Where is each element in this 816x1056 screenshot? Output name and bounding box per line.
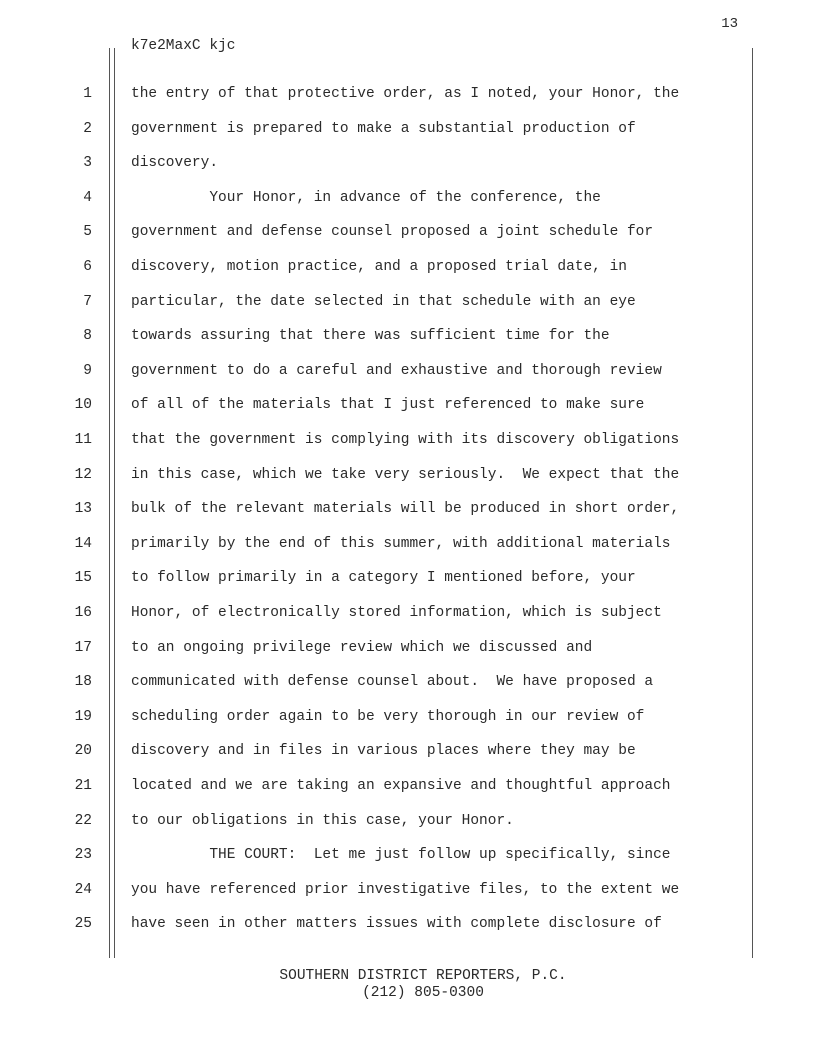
line-text: Your Honor, in advance of the conference, the xyxy=(131,189,601,206)
line-number: 1 xyxy=(83,86,92,102)
line-number: 23 xyxy=(74,847,92,864)
transcript-line xyxy=(0,459,816,494)
line-number: 6 xyxy=(83,259,92,275)
line-number: 22 xyxy=(74,812,92,829)
transcript-line xyxy=(0,113,816,148)
line-number: 15 xyxy=(74,570,92,587)
line-text: communicated with defense counsel about. We have proposed a xyxy=(131,674,654,691)
transcript-line xyxy=(0,597,816,632)
line-number: 11 xyxy=(74,432,92,448)
line-number: 14 xyxy=(74,535,92,552)
line-text: THE COURT: Let me just follow up specifically, since xyxy=(131,847,671,864)
footer-company: SOUTHERN DISTRICT REPORTERS, P.C. xyxy=(279,968,567,984)
line-number: 16 xyxy=(74,605,92,621)
line-text: discovery, motion practice, and a proposed trial date, in xyxy=(131,259,627,275)
line-number: 25 xyxy=(74,916,92,933)
line-text: that the government is complying with its discovery obligations xyxy=(131,432,680,448)
transcript-line xyxy=(0,528,816,563)
line-text: Honor, of electronically stored information, which is subject xyxy=(131,605,662,621)
transcript-line xyxy=(0,839,816,874)
transcript-line xyxy=(0,320,816,355)
line-number: 8 xyxy=(83,328,92,345)
line-text: to our obligations in this case, your Honor. xyxy=(131,812,514,829)
line-number: 12 xyxy=(74,466,92,483)
transcript-line xyxy=(0,182,816,217)
line-text: government is prepared to make a substantial production of xyxy=(131,120,636,137)
line-text: you have referenced prior investigative files, to the extent we xyxy=(131,881,680,898)
transcript-line xyxy=(0,424,816,459)
line-text: in this case, which we take very seriously. We expect that the xyxy=(131,466,680,483)
transcript-line xyxy=(0,251,816,286)
line-text: to an ongoing privilege review which we discussed and xyxy=(131,639,593,656)
transcript-line xyxy=(0,666,816,701)
line-text: towards assuring that there was sufficient time for the xyxy=(131,328,610,345)
line-number: 4 xyxy=(83,189,92,206)
transcript-line xyxy=(0,805,816,840)
transcript-line xyxy=(0,632,816,667)
line-number: 18 xyxy=(74,674,92,691)
transcript-line xyxy=(0,701,816,736)
line-text: primarily by the end of this summer, with additional materials xyxy=(131,535,671,552)
transcript-line xyxy=(0,216,816,251)
line-number: 17 xyxy=(74,639,92,656)
transcript-line xyxy=(0,389,816,424)
transcript-line xyxy=(0,147,816,182)
line-text: the entry of that protective order, as I noted, your Honor, the xyxy=(131,86,680,102)
line-text: government and defense counsel proposed a joint schedule for xyxy=(131,224,654,241)
page-number: 13 xyxy=(721,16,738,32)
line-number: 5 xyxy=(83,224,92,241)
transcript-line xyxy=(0,874,816,909)
line-number: 19 xyxy=(74,708,92,725)
line-text: scheduling order again to be very thorough in our review of xyxy=(131,708,645,725)
line-number: 2 xyxy=(83,120,92,137)
line-number: 24 xyxy=(74,881,92,898)
line-text: bulk of the relevant materials will be produced in short order, xyxy=(131,501,680,518)
line-text: to follow primarily in a category I mentioned before, your xyxy=(131,570,636,587)
transcript-line xyxy=(0,78,816,113)
transcript-header: k7e2MaxC kjc xyxy=(131,38,236,54)
line-number: 7 xyxy=(83,293,92,310)
transcript-line xyxy=(0,908,816,943)
transcript-line xyxy=(0,493,816,528)
transcript-line xyxy=(0,562,816,597)
line-number: 10 xyxy=(74,397,92,414)
line-number: 3 xyxy=(83,155,92,172)
line-text: have seen in other matters issues with complete disclosure of xyxy=(131,916,662,933)
line-number: 9 xyxy=(83,362,92,379)
footer xyxy=(0,968,816,1002)
line-text: of all of the materials that I just referenced to make sure xyxy=(131,397,645,414)
line-text: particular, the date selected in that schedule with an eye xyxy=(131,293,636,310)
line-number: 20 xyxy=(74,743,92,760)
transcript-line xyxy=(0,355,816,390)
line-text: discovery. xyxy=(131,155,219,172)
line-text: discovery and in files in various places where they may be xyxy=(131,743,636,760)
line-number: 21 xyxy=(74,778,92,794)
line-text: located and we are taking an expansive and thoughtful approach xyxy=(131,778,671,794)
transcript-line xyxy=(0,286,816,321)
transcript-line xyxy=(0,770,816,805)
footer-phone: (212) 805-0300 xyxy=(362,985,484,1001)
line-text: government to do a careful and exhaustive and thorough review xyxy=(131,362,662,379)
transcript-line xyxy=(0,735,816,770)
line-number: 13 xyxy=(74,501,92,518)
